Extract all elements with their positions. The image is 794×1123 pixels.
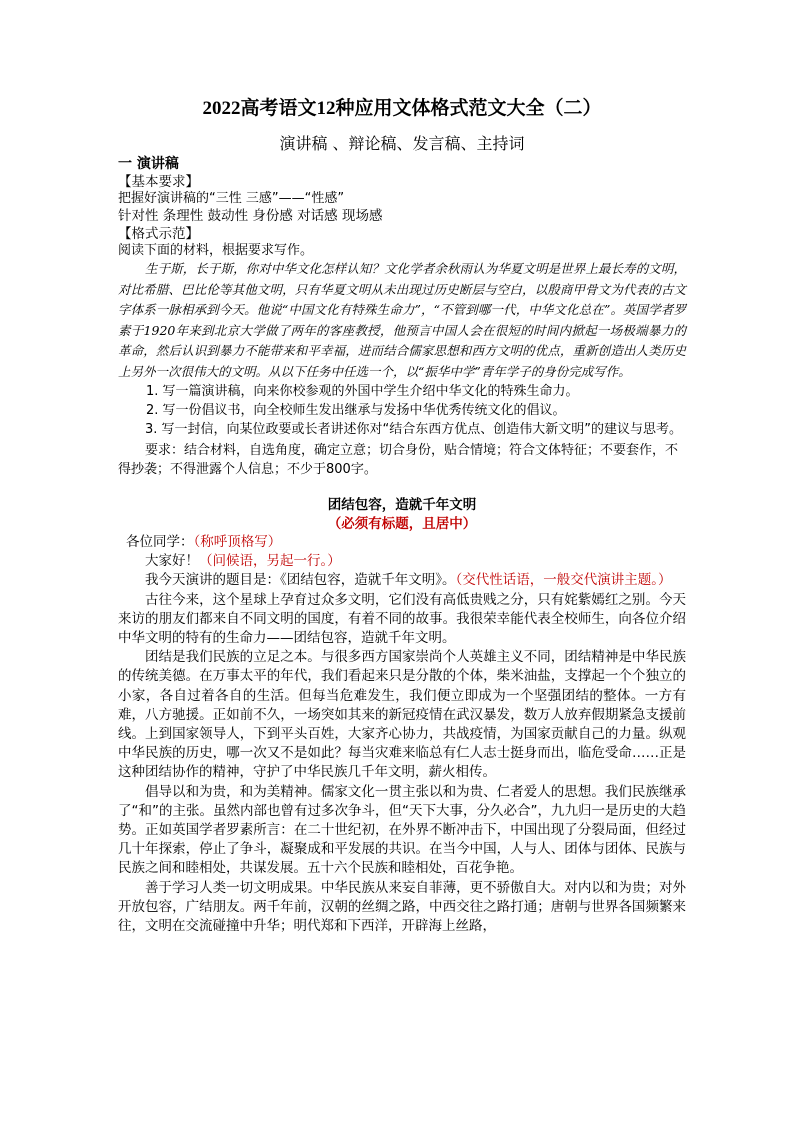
essay-title: 团结包容，造就千年文明 [327,497,477,513]
essay-paragraph-3: 倡导以和为贵，和为美精神。儒家文化一贯主张以和为贵、仁者爱人的思想。我们民族继承了“和”的主张。虽然内部也曾有过多次争斗，但“天下大事，分久必合”，九九归一是历史的大趋势。正如英国学者罗素所言：在二十世纪初，在外界不断冲击下，中国出现了分裂局面，但经过几十年探索，停止了争斗，凝聚成和平发展的共识。在当今中国，人与人、团体与团体、民族与民族之间和睦相处，共谋发展。五十六个民族和睦相处，百花争艳。 [118,783,686,877]
document-subtitle: 演讲稿 、辩论稿、发言稿、主持词 [279,134,525,153]
salutation: 各位同学： [126,534,194,550]
greeting: 大家好！ [145,553,199,570]
format-example-label: 【格式示范】 [118,226,199,242]
salutation-line [118,533,686,552]
greeting-note: （问候语，另起一行。） [199,553,341,570]
reading-material: 生于斯，长于斯，你对中华文化怎样认知？文化学者余秋雨认为华夏文明是世界上最长寿的文明，对比希腊、巴比伦等其他文明，只有华夏文明从未出现过历史断层与空白，以殷商甲骨文为代表的古文字体系一脉相承到今天。他说“中国文化有特殊生命力”，“不管到哪一代，中华文化总在”。英国学者罗素于1920年来到北京大学做了两年的客座教授，他预言中国人会在很短的时间内掀起一场极端暴力的革命，然后认识到暴力不能带来和平幸福，进而结合儒家思想和西方文明的优点，重新创造出人类历史上另外一次很伟大的文明。从以下任务中任选一个，以“振华中学”青年学子的身份完成写作。 [118,261,686,379]
task-item-2: 2. 写一份倡议书，向全校师生发出继承与发扬中华优秀传统文化的倡议。 [146,403,566,418]
essay-title-note: （必须有标题，且居中） [327,516,477,532]
task-item-3: 3. 写一封信，向某位政要或长者讲述你对“结合东西方优点、创造伟大新文明”的建议与思考。 [145,422,683,437]
essay-paragraph-1: 古往今来，这个星球上孕育过众多文明，它们没有高低贵贱之分，只有姹紫嫣红之别。今天来访的朋友们都来自不同文明的国度，有着不同的故事。我很荣幸能代表全校师生，向各位介绍中华文明的特有的生命力——团结包容，造就千年文明。 [118,591,686,647]
basic-requirement-label: 【基本要求】 [118,174,199,190]
document-page [118,96,686,936]
document-title: 2022高考语文12种应用文体格式范文大全（二） [202,98,602,119]
essay-paragraph-4: 善于学习人类一切文明成果。中华民族从来妄自菲薄，更不骄傲自大。对内以和为贵；对外开放包容，广结朋友。两千年前，汉朝的丝绸之路，中西交往之路打通；唐朝与世界各国频繁来往，文明在交流碰撞中升华；明代郑和下西洋，开辟海上丝路， [118,879,686,935]
essay-paragraph-2: 团结是我们民族的立足之本。与很多西方国家崇尚个人英雄主义不同，团结精神是中华民族的传统美德。在万事太平的年代，我们看起来只是分散的个体，柴米油盐，支撑起一个个独立的小家，各自过着各自的生活。但每当危难发生，我们便立即成为一个坚强团结的整体。一方有难，八方驰援。正如前不久，一场突如其来的新冠疫情在武汉暴发，数万人放弃假期紧急支援前线。上到国家领导人，下到平头百姓，大家齐心协力，共战疫情，为国家贡献自己的力量。纵观中华民族的历史，哪一次又不是如此？每当灾难来临总有仁人志士挺身而出，临危受命……正是这种团结协作的精神，守护了中华民族几千年文明，薪火相传。 [118,649,686,781]
topic-text: 我今天演讲的题目是：《团结包容，造就千年文明》。 [145,572,456,589]
basic-requirement-line-1: 把握好演讲稿的“三性 三感”——“性感” [118,191,345,206]
topic-line [118,571,686,590]
prompt-intro: 阅读下面的材料，根据要求写作。 [118,243,314,258]
basic-requirement-line-2: 针对性 条理性 鼓动性 身份感 对话感 现场感 [118,208,383,224]
writing-requirement: 要求：结合材料，自选角度，确定立意；切合身份，贴合情境；符合文体特征；不要套作，不得抄袭；不得泄露个人信息；不少于800字。 [118,443,679,477]
topic-note: （交代性话语，一般交代演讲主题。） [455,572,672,589]
task-item-1: 1. 写一篇演讲稿，向来你校参观的外国中学生介绍中华文化的特殊生命力。 [146,384,579,399]
section-heading-speech: 一 演讲稿 [118,156,179,172]
salutation-note: （称呼顶格写） [193,534,282,550]
greeting-line [118,552,686,571]
